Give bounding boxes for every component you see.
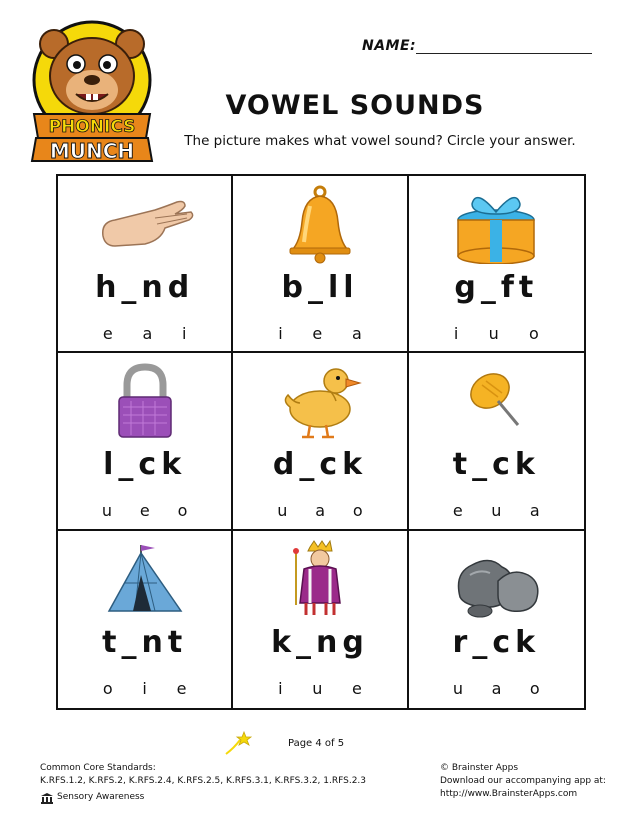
option-choice[interactable]: o: [352, 501, 363, 521]
vowel-options: [58, 324, 231, 343]
card-tack: [409, 353, 584, 530]
card-lock: [58, 353, 233, 530]
option-choice[interactable]: o: [177, 501, 188, 521]
word-label: t_nt: [102, 624, 188, 660]
card-tent: [58, 531, 233, 708]
name-line[interactable]: [416, 53, 592, 54]
standards-label: Common Core Standards:: [40, 763, 156, 773]
worksheet-grid: [56, 174, 586, 710]
option-choice[interactable]: u: [491, 501, 502, 521]
duck-icon: [270, 361, 370, 441]
shooting-star-icon: [222, 728, 252, 758]
option-choice[interactable]: e: [351, 678, 362, 698]
phonics-munch-logo: [28, 18, 156, 163]
option-choice[interactable]: a: [529, 501, 540, 521]
option-choice[interactable]: o: [529, 678, 540, 698]
word-label: d_ck: [272, 447, 368, 483]
name-field[interactable]: [362, 38, 594, 58]
option-choice[interactable]: e: [312, 324, 323, 343]
option-choice[interactable]: e: [176, 678, 187, 698]
rock-icon: [446, 539, 546, 619]
word-label: g_ft: [454, 270, 539, 305]
vowel-options: [409, 501, 584, 520]
option-choice[interactable]: u: [312, 678, 323, 698]
option-choice[interactable]: e: [452, 501, 463, 521]
option-choice[interactable]: o: [529, 324, 539, 343]
download-text: Download our accompanying app at:: [440, 776, 606, 786]
standards-list: K.RFS.1.2, K.RFS.2, K.RFS.2.4, K.RFS.2.5, K.RFS.3.1, K.RFS.3.2, 1.RFS.2.3: [40, 776, 367, 786]
vowel-options: [233, 324, 406, 343]
hand-icon: [95, 184, 195, 264]
option-choice[interactable]: e: [102, 324, 113, 343]
card-bell: [233, 176, 408, 353]
vowel-options: [409, 324, 584, 343]
word-label: r_ck: [452, 624, 541, 660]
option-choice[interactable]: i: [278, 324, 283, 343]
option-choice[interactable]: i: [181, 324, 187, 343]
option-choice[interactable]: o: [102, 678, 113, 698]
svg-text:PHONICS: PHONICS: [48, 117, 136, 137]
gift-icon: [446, 184, 546, 264]
copyright-text: © Brainster Apps: [440, 763, 519, 773]
option-choice[interactable]: u: [488, 324, 499, 343]
word-label: l_ck: [103, 447, 187, 483]
vowel-options: [58, 501, 231, 520]
king-icon: [270, 539, 370, 619]
option-choice[interactable]: u: [101, 501, 113, 521]
option-choice[interactable]: a: [315, 501, 326, 521]
option-choice[interactable]: u: [452, 678, 464, 698]
word-label: b_ll: [281, 270, 359, 305]
instruction-text: The picture makes what vowel sound? Circle your answer.: [184, 133, 576, 149]
vowel-options: [409, 679, 584, 698]
option-choice[interactable]: i: [453, 324, 459, 343]
card-king: [233, 531, 408, 708]
option-choice[interactable]: i: [142, 678, 147, 698]
option-choice[interactable]: i: [278, 678, 283, 698]
card-duck: [233, 353, 408, 530]
vowel-options: [233, 679, 406, 698]
word-label: h_nd: [95, 270, 195, 305]
option-choice[interactable]: a: [491, 678, 502, 698]
sensory-label: Sensory Awareness: [57, 792, 145, 802]
vowel-options: [233, 501, 406, 520]
building-icon: [40, 792, 54, 804]
name-label: NAME:: [362, 38, 417, 54]
option-choice[interactable]: a: [142, 324, 153, 343]
option-choice[interactable]: e: [139, 501, 150, 521]
card-gift: [409, 176, 584, 353]
option-choice[interactable]: a: [351, 324, 362, 343]
word-label: t_ck: [452, 447, 540, 483]
svg-text:MUNCH: MUNCH: [49, 139, 135, 163]
card-hand: [58, 176, 233, 353]
bell-icon: [270, 184, 370, 264]
option-choice[interactable]: u: [277, 501, 288, 521]
standards-block: [40, 762, 366, 804]
card-rock: [409, 531, 584, 708]
word-label: k_ng: [271, 624, 369, 660]
tent-icon: [95, 539, 195, 619]
vowel-options: [58, 679, 231, 698]
website-link[interactable]: http://www.BrainsterApps.com: [440, 789, 578, 799]
page-title: VOWEL SOUNDS: [225, 90, 485, 121]
page-number: Page 4 of 5: [288, 738, 345, 749]
padlock-icon: [95, 361, 195, 441]
tack-icon: [446, 361, 546, 441]
sensory-awareness: [40, 791, 366, 804]
publisher-block: [440, 762, 606, 801]
